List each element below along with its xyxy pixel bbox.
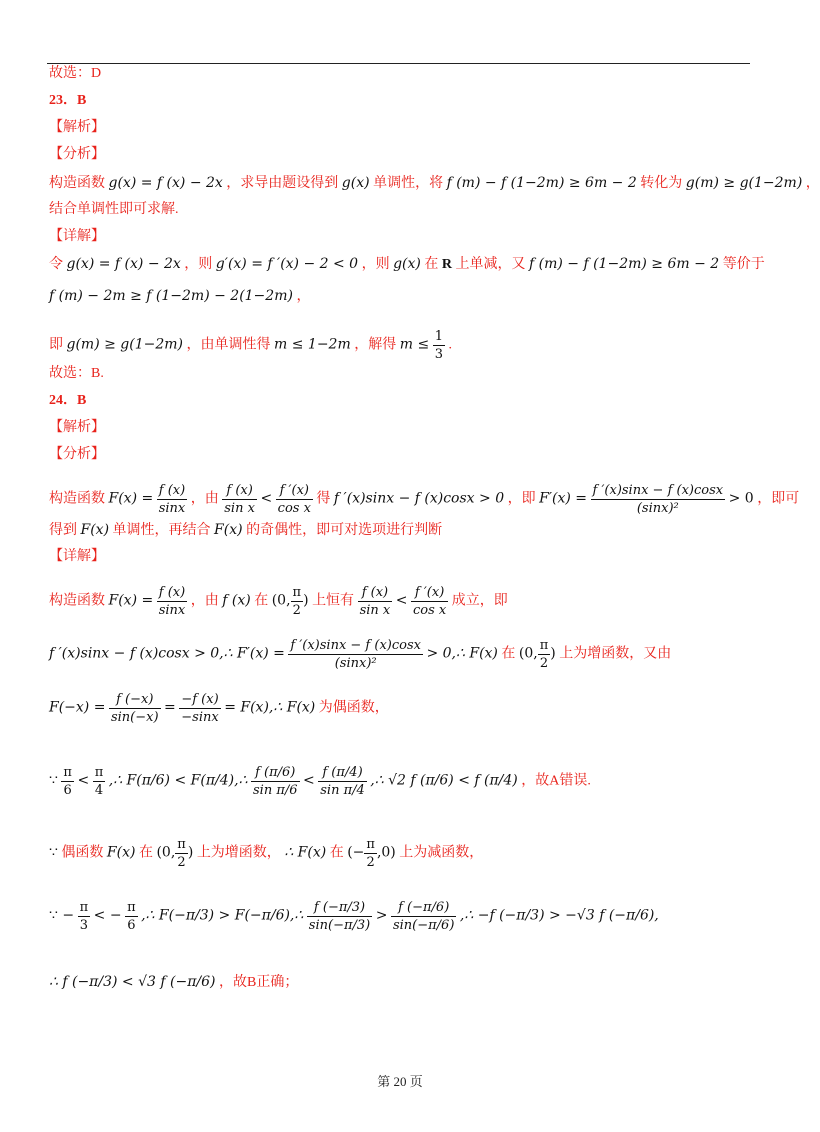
text-segment: 令: [49, 257, 63, 272]
math-formula: F′(x) =: [539, 490, 588, 507]
q24-number: 24．B: [49, 393, 87, 408]
fraction: [307, 899, 372, 934]
math-formula: ∴ F(x): [284, 844, 327, 861]
math-formula: g(x) = f (x) − 2x: [66, 256, 181, 272]
math-formula: f (x): [222, 592, 251, 609]
fraction-den: 4: [94, 783, 104, 798]
math-formula: ,∴ F(π/6) < F(π/4),∴: [108, 772, 248, 789]
math-formula: m ≤ 1−2m: [274, 336, 351, 353]
fraction-den: cos x: [277, 501, 311, 516]
text-segment: ，即: [507, 491, 536, 507]
text-segment: 在: [254, 593, 269, 609]
fraction-num: f (x): [157, 584, 188, 602]
math-formula: f ′(x)sinx − f (x)cosx > 0,∴ F′(x) =: [49, 645, 285, 662]
fraction-num: π: [539, 638, 549, 653]
q23-number: 23．B: [49, 93, 87, 108]
fraction: [288, 637, 423, 672]
page-footer: 第 20 页: [377, 1074, 423, 1089]
text-segment: 得: [316, 491, 331, 507]
math-symbol: <: [260, 490, 273, 507]
math-symbol: ,0): [376, 844, 396, 861]
text-segment: 上为减函数，: [399, 845, 484, 861]
fraction-num: f (x): [222, 482, 257, 500]
text-segment: ，由单调性得: [186, 337, 271, 353]
text-segment: 上为增函数，又由: [559, 646, 672, 662]
math-formula: ,∴ √2 f (π/6) < f (π/4): [370, 772, 518, 789]
q23-fenxi-line1: [49, 173, 820, 194]
text-segment: ，故B正确；: [219, 975, 299, 990]
math-formula: F(−x) =: [49, 699, 106, 716]
math-symbol: ): [550, 645, 556, 662]
q23-answer: 故选：B.: [49, 366, 104, 381]
math-formula: g(x): [341, 175, 370, 191]
fraction: [591, 482, 726, 517]
fraction: [318, 764, 367, 799]
text-segment: ，即可: [757, 491, 800, 507]
fraction-num: π: [292, 585, 302, 600]
q23-detail-line2: [49, 286, 310, 307]
text-segment: 成立，即: [451, 593, 508, 609]
math-formula: f (m) − f (1−2m) ≥ 6m − 2: [446, 175, 637, 191]
text-segment: 在: [138, 845, 153, 861]
fraction-den: 2: [539, 656, 549, 671]
q24-fenxi-tag: 【分析】: [49, 447, 105, 462]
math-symbol: ∵: [49, 844, 58, 861]
fraction: [538, 637, 551, 672]
math-symbol: <: [395, 592, 408, 609]
math-symbol: < −: [93, 907, 122, 924]
fraction-den: sinx: [158, 603, 186, 618]
math-formula: f (m) − 2m ≥ f (1−2m) − 2(1−2m): [49, 288, 293, 304]
fraction: [251, 764, 300, 799]
text-segment: 上恒有: [312, 593, 355, 609]
fraction-den: 2: [177, 855, 186, 870]
text-segment: 为偶函数，: [318, 700, 389, 716]
fraction: [358, 584, 393, 619]
q24-detail-line5: [49, 836, 483, 871]
fraction: [93, 764, 106, 799]
fraction-den: −sinx: [181, 710, 219, 725]
q23-fenxi-line2: 结合单调性即可求解.: [49, 202, 179, 217]
text-segment: ，: [296, 289, 311, 304]
q23-detail-tag: 【详解】: [49, 229, 105, 244]
fraction-num: f (−π/6): [391, 899, 456, 917]
math-formula: ∴ f (−π/3) < √3 f (−π/6): [49, 974, 216, 990]
math-symbol: <: [303, 772, 315, 789]
fraction-num: f (x): [358, 584, 393, 602]
text-segment: 上单减，又: [455, 257, 526, 272]
fraction: [61, 764, 74, 799]
fraction-den: cos x: [412, 603, 447, 618]
text-segment: ，: [805, 176, 820, 191]
q24-fenxi-line2: [49, 520, 442, 541]
fraction-num: f (π/6): [251, 764, 300, 782]
fraction-den: sin x: [359, 603, 391, 618]
math-formula: > 0,∴ F(x): [426, 645, 498, 662]
fraction-den: 3: [79, 918, 88, 933]
fraction-den: 6: [127, 918, 136, 933]
math-formula: g(x) = f (x) − 2x: [108, 175, 223, 191]
fraction: [125, 899, 138, 934]
text-segment: ，则: [361, 257, 390, 272]
text-segment: 在: [329, 845, 344, 861]
fraction-num: f ′(x)sinx − f (x)cosx: [592, 483, 724, 498]
fraction-den: 6: [63, 783, 72, 798]
text-segment: 即: [49, 337, 63, 353]
text-segment: ，故A错误.: [521, 773, 591, 789]
text-segment: 得到: [49, 523, 77, 538]
fraction-den: sin π/6: [252, 783, 298, 798]
fraction: [433, 328, 445, 363]
fraction-num: π: [177, 837, 186, 852]
math-formula: g(m) ≥ g(1−2m): [66, 336, 183, 353]
math-formula: g(x): [393, 256, 421, 272]
math-formula: f ′(x)sinx − f (x)cosx > 0: [333, 490, 505, 507]
text-segment: 的奇偶性，即可对选项进行判断: [246, 523, 443, 538]
fraction: [78, 899, 91, 934]
q24-detail-line4: [49, 764, 591, 799]
text-segment: 构造函数: [49, 491, 105, 507]
math-symbol: =: [164, 699, 176, 716]
fraction: [411, 584, 448, 619]
q23-fenxi-tag: 【分析】: [49, 147, 105, 162]
fraction-num: π: [366, 837, 375, 852]
text-segment: .: [448, 337, 452, 353]
text-segment: 构造函数: [49, 593, 105, 609]
fraction: [179, 691, 220, 726]
fraction: [291, 584, 304, 619]
text-segment: 在: [501, 646, 516, 662]
math-formula: F(x): [80, 522, 110, 538]
fraction-den: (sinx)²: [636, 501, 679, 516]
fraction: [222, 482, 257, 517]
fraction-num: π: [127, 900, 136, 915]
fraction-num: −f (x): [179, 691, 220, 709]
fraction-den: sin π/4: [320, 783, 365, 798]
text-segment: 单调性，将: [373, 176, 444, 191]
text-segment: ，由: [190, 593, 219, 609]
q23-analysis-tag: 【解析】: [49, 120, 105, 135]
math-symbol: (0,: [518, 645, 538, 662]
fraction-den: sinx: [158, 501, 186, 516]
fraction-num: π: [79, 900, 89, 915]
q24-detail-line2: [49, 637, 671, 672]
math-formula: = F(x),∴ F(x): [224, 699, 316, 716]
math-formula: ,∴ −f (−π/3) > −√3 f (−π/6),: [459, 907, 659, 924]
math-formula: F(x): [106, 844, 136, 861]
math-symbol: (−: [347, 844, 365, 861]
fraction-num: f (−π/3): [307, 899, 372, 917]
math-formula: g(m) ≥ g(1−2m): [685, 175, 803, 191]
fraction-num: π: [63, 765, 72, 780]
math-formula: ,∴ F(−π/3) > F(−π/6),∴: [141, 907, 304, 924]
fraction-den: sin(−π/6): [392, 918, 455, 933]
fraction-den: 3: [434, 347, 443, 362]
math-symbol: ): [187, 844, 194, 861]
fraction: [276, 482, 313, 517]
text-segment: ，求导由题设得到: [226, 176, 339, 191]
fraction-num: f ′(x): [276, 482, 313, 500]
fraction-den: 2: [366, 855, 375, 870]
math-symbol: (0,: [271, 592, 291, 609]
fraction-num: π: [94, 765, 104, 780]
fraction-num: f ′(x): [411, 584, 448, 602]
math-formula: f (m) − f (1−2m) ≥ 6m − 2: [529, 256, 720, 272]
fraction: [391, 899, 456, 934]
fraction-den: sin(−π/3): [308, 918, 371, 933]
math-symbol: R: [441, 257, 452, 272]
fraction-den: sin(−x): [110, 710, 159, 725]
q24-fenxi-line1: [49, 482, 799, 517]
fraction: [157, 482, 188, 517]
math-symbol: (0,: [156, 844, 176, 861]
header-rule: [47, 63, 750, 64]
fraction-den: sin x: [224, 501, 255, 516]
math-symbol: ): [303, 592, 309, 609]
text-segment: 偶函数: [61, 845, 104, 861]
q24-detail-tag: 【详解】: [49, 549, 105, 564]
math-formula: F(x): [214, 522, 243, 538]
q24-detail-line1: [49, 584, 508, 619]
text-segment: 等价于: [722, 257, 765, 272]
text-segment: 构造函数: [49, 176, 105, 191]
text-segment: 转化为: [640, 176, 683, 191]
text-segment: 上为增函数，: [196, 845, 281, 861]
fraction-den: (sinx)²: [334, 656, 377, 671]
math-symbol: ∵ −: [49, 907, 75, 924]
text-segment: ，解得: [354, 337, 397, 353]
fraction-num: f (π/4): [318, 764, 367, 782]
q24-detail-line3: [49, 691, 389, 726]
text-segment: ，则: [184, 257, 213, 272]
text-segment: ，由: [190, 491, 219, 507]
fraction-num: f (−x): [109, 691, 161, 709]
fraction-num: f (x): [157, 482, 188, 500]
math-symbol: > 0: [728, 490, 754, 507]
math-symbol: >: [375, 907, 388, 924]
q23-detail-line3: [49, 328, 452, 363]
math-formula: g′(x) = f ′(x) − 2 < 0: [215, 256, 359, 272]
math-formula: m ≤: [399, 336, 430, 353]
fraction: [364, 836, 377, 871]
fraction-num: f ′(x)sinx − f (x)cosx: [290, 638, 421, 653]
q23-detail-line1: [49, 254, 765, 275]
fraction: [157, 584, 188, 619]
fraction-den: 2: [292, 603, 301, 618]
q24-detail-line7: [49, 972, 298, 993]
math-symbol: <: [77, 772, 90, 789]
math-symbol: ∵: [49, 772, 58, 789]
text-segment: 单调性，再结合: [112, 523, 211, 538]
fraction: [109, 691, 161, 726]
math-formula: F(x) =: [108, 490, 154, 507]
q22-answer: 故选：D: [49, 66, 102, 81]
q24-detail-line6: [49, 899, 659, 934]
text-segment: 在: [424, 257, 439, 272]
math-formula: F(x) =: [108, 592, 154, 609]
fraction-num: 1: [434, 329, 443, 344]
q24-analysis-tag: 【解析】: [49, 420, 105, 435]
fraction: [175, 836, 188, 871]
